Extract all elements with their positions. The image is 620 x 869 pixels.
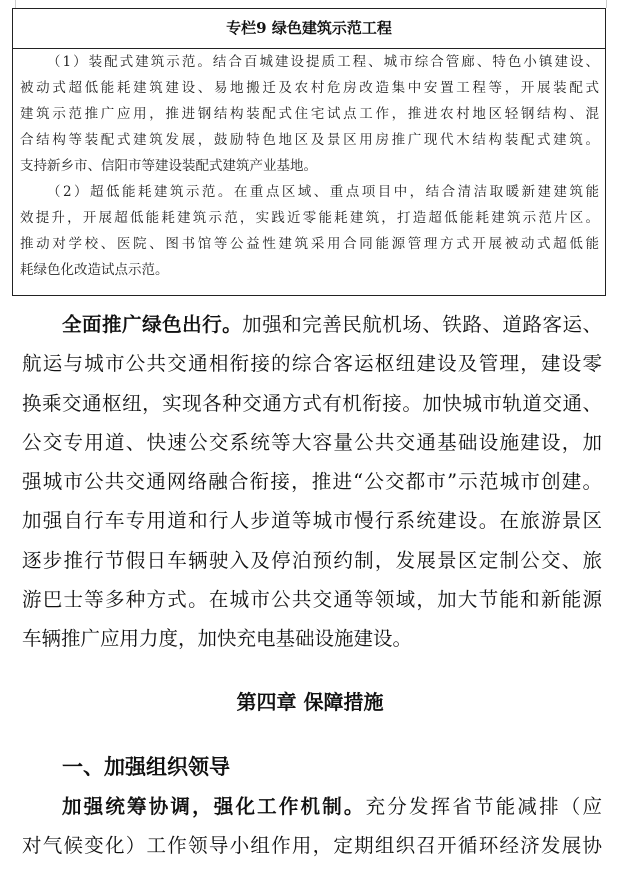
chapter-heading: 第四章 保障措施 xyxy=(236,690,384,714)
paragraph-line: 对气候变化）工作领导小组作用，定期组织召开循环经济发展协 xyxy=(22,834,602,858)
paragraph-green-travel xyxy=(22,305,602,659)
page-margin-mark xyxy=(15,0,16,8)
column-box-title: 专栏9 绿色建筑示范工程 xyxy=(13,9,605,49)
box-line: 合结构等装配式建筑发展，鼓励特色地区及景区用房推广现代木结构装配式建筑。 xyxy=(20,132,599,148)
paragraph-line: 公交专用道、快速公交系统等大容量公共交通基础设施建设，加 xyxy=(22,430,602,454)
section-heading: 一、加强组织领导 xyxy=(62,755,230,779)
box-line: 推动对学校、医院、图书馆等公益性建筑采用合同能源管理方式开展被动式超低能 xyxy=(20,236,599,252)
page-margin-mark xyxy=(606,0,607,8)
box-line: 建筑示范推广应用，推进钢结构装配式住宅试点工作，推进农村地区轻钢结构、混 xyxy=(20,106,599,122)
paragraph-coordination xyxy=(22,787,602,866)
box-line: （1）装配式建筑示范。结合百城建设提质工程、城市综合管廊、特色小镇建设、 xyxy=(47,54,599,70)
paragraph-line: 航运与城市公共交通相衔接的综合客运枢纽建设及管理，建设零 xyxy=(22,352,602,376)
paragraph-line: 加强自行车专用道和行人步道等城市慢行系统建设。在旅游景区 xyxy=(22,509,602,533)
paragraph-line: 强城市公共交通网络融合衔接，推进“公交都市”示范城市创建。 xyxy=(22,470,602,494)
box-line: 效提升，开展超低能耗建筑示范，实践近零能耗建筑，打造超低能耗建筑示范片区。 xyxy=(20,210,599,226)
paragraph-line: 换乘交通枢纽，实现各种交通方式有机衔接。加快城市轨道交通、 xyxy=(22,391,602,415)
box-line: 支持新乡市、信阳市等建设装配式建筑产业基地。 xyxy=(20,158,317,174)
paragraph-lead: 全面推广绿色出行。 xyxy=(62,313,243,336)
column-box-body xyxy=(13,49,605,283)
paragraph-lead: 加强统筹协调，强化工作机制。 xyxy=(62,795,366,818)
box-line: （2）超低能耗建筑示范。在重点区域、重点项目中，结合清洁取暖新建建筑能 xyxy=(47,184,599,200)
paragraph-text: 加强和完善民航机场、铁路、道路客运、 xyxy=(242,313,602,336)
paragraph-line: 逐步推行节假日车辆驶入及停泊预约制，发展景区定制公交、旅 xyxy=(22,548,602,572)
paragraph-line xyxy=(22,305,602,344)
column-box xyxy=(12,8,606,296)
paragraph-text: 充分发挥省节能减排（应 xyxy=(365,795,602,818)
paragraph-line xyxy=(22,787,602,826)
box-line: 耗绿色化改造试点示范。 xyxy=(20,262,169,278)
paragraph-line: 车辆推广应用力度，加快充电基础设施建设。 xyxy=(22,627,413,651)
box-line: 被动式超低能耗建筑建设、易地搬迁及农村危房改造集中安置工程等，开展装配式 xyxy=(20,80,599,96)
paragraph-line: 游巴士等多种方式。在城市公共交通等领域，加大节能和新能源 xyxy=(22,588,602,612)
